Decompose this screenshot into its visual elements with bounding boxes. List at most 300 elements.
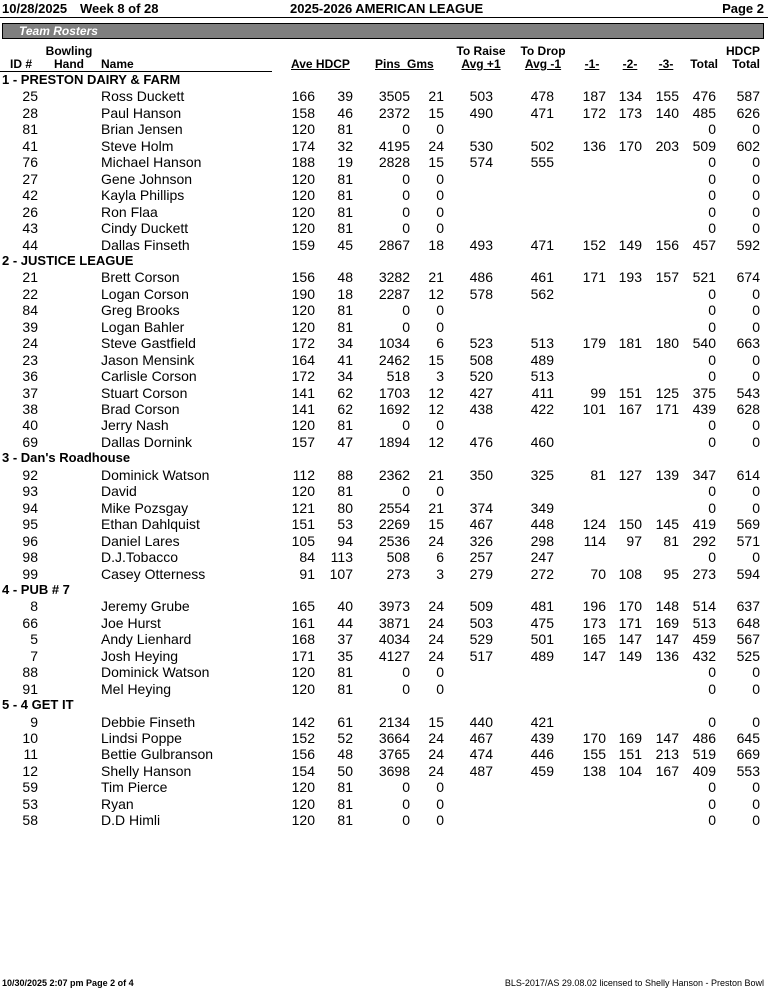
player-to-raise: 530 [469, 137, 493, 154]
player-game2: 149 [618, 236, 642, 253]
player-id: 39 [22, 318, 38, 335]
player-id: 92 [22, 466, 38, 483]
player-pins: 3664 [378, 730, 410, 746]
player-average: 120 [291, 187, 315, 204]
player-hdcp-total: 669 [736, 746, 760, 763]
player-row [0, 648, 768, 664]
player-games: 24 [428, 614, 444, 631]
player-game1: 81 [590, 466, 606, 483]
player-average: 120 [291, 680, 315, 697]
player-handicap: 32 [337, 137, 353, 154]
player-pins: 2372 [378, 104, 410, 121]
player-total: 0 [708, 549, 716, 566]
player-hdcp-total: 0 [752, 285, 760, 302]
player-name: Steve Holm [101, 137, 174, 154]
player-to-drop: 562 [530, 285, 554, 302]
player-games: 0 [436, 664, 444, 681]
player-games: 21 [428, 466, 444, 483]
player-id: 94 [22, 499, 38, 516]
player-game3: 169 [655, 614, 679, 631]
report-date: 10/28/2025 [2, 1, 68, 16]
player-id: 99 [22, 565, 38, 582]
player-id: 5 [30, 631, 38, 648]
player-games: 12 [428, 285, 444, 302]
player-handicap: 81 [337, 812, 353, 829]
team-header: 3 - Dan's Roadhouse [2, 450, 131, 466]
player-handicap: 81 [337, 417, 353, 434]
player-handicap: 81 [337, 680, 353, 697]
player-id: 25 [22, 88, 38, 105]
player-to-raise: 578 [469, 285, 493, 302]
player-pins: 2828 [378, 154, 410, 171]
player-game1: 155 [582, 746, 606, 763]
player-name: Kayla Phillips [101, 187, 185, 204]
player-row [0, 138, 768, 154]
player-handicap: 81 [337, 220, 353, 237]
player-handicap: 81 [337, 664, 353, 681]
player-id: 93 [22, 483, 38, 500]
player-pins: 518 [386, 368, 410, 385]
player-hdcp-total: 0 [752, 713, 760, 730]
player-game1: 173 [582, 614, 606, 631]
player-pins: 3871 [378, 614, 410, 631]
player-average: 120 [291, 483, 315, 500]
player-handicap: 34 [337, 335, 353, 352]
player-row [0, 269, 768, 285]
player-games: 12 [428, 384, 444, 401]
player-to-drop: 247 [530, 549, 554, 566]
player-total: 0 [708, 499, 716, 516]
player-handicap: 37 [337, 631, 353, 648]
player-game1: 152 [582, 236, 606, 253]
player-games: 15 [428, 351, 444, 368]
player-handicap: 35 [337, 647, 353, 664]
player-hdcp-total: 571 [736, 532, 760, 549]
player-id: 22 [22, 285, 38, 302]
player-pins: 3973 [378, 598, 410, 615]
player-handicap: 45 [337, 236, 353, 253]
player-game2: 134 [618, 88, 642, 105]
player-id: 24 [22, 335, 38, 352]
player-games: 24 [428, 598, 444, 615]
player-hdcp-total: 0 [752, 812, 760, 829]
player-to-raise: 574 [469, 154, 493, 171]
player-name: Michael Hanson [101, 154, 202, 171]
col-name: Name [101, 57, 134, 71]
week-label: Week 8 of 28 [80, 1, 159, 16]
player-game2: 149 [618, 647, 642, 664]
player-pins: 2554 [378, 499, 410, 516]
col-hdcp: HDCP [725, 44, 760, 58]
col-to-drop-sub: Avg -1 [524, 57, 562, 71]
player-games: 12 [428, 401, 444, 417]
player-row [0, 352, 768, 368]
player-to-raise: 257 [469, 549, 493, 566]
player-total: 292 [692, 532, 716, 549]
player-id: 38 [22, 401, 38, 417]
player-id: 41 [22, 137, 38, 154]
player-name: Ethan Dahlquist [101, 516, 200, 533]
player-to-drop: 555 [530, 154, 554, 171]
player-to-drop: 513 [530, 335, 554, 352]
player-average: 190 [291, 285, 315, 302]
player-game1: 99 [590, 384, 606, 401]
player-total: 439 [692, 401, 716, 417]
player-row [0, 171, 768, 187]
player-to-drop: 421 [530, 713, 554, 730]
player-id: 88 [22, 664, 38, 681]
player-pins: 273 [386, 565, 410, 582]
player-name: D.J.Tobacco [101, 549, 179, 566]
player-games: 24 [428, 532, 444, 549]
player-total: 0 [708, 483, 716, 500]
player-pins: 3765 [378, 746, 410, 763]
player-hdcp-total: 0 [752, 680, 760, 697]
player-average: 172 [291, 335, 315, 352]
player-games: 12 [428, 433, 444, 450]
col-hdcp-total: Total [732, 57, 760, 71]
player-id: 40 [22, 417, 38, 434]
player-total: 347 [692, 466, 716, 483]
player-average: 120 [291, 318, 315, 335]
player-row [0, 714, 768, 730]
player-game1: 187 [582, 88, 606, 105]
player-id: 9 [30, 713, 38, 730]
player-to-raise: 427 [469, 384, 493, 401]
player-game2: 169 [618, 730, 642, 746]
footer-license: BLS-2017/AS 29.08.02 licensed to Shelly Hanson - Preston Bowl [504, 978, 764, 988]
player-row [0, 154, 768, 170]
player-pins: 0 [402, 121, 410, 138]
player-game1: 136 [582, 137, 606, 154]
player-id: 8 [30, 598, 38, 615]
player-total: 0 [708, 680, 716, 697]
player-row [0, 730, 768, 746]
player-hdcp-total: 0 [752, 779, 760, 796]
player-name: Jason Mensink [101, 351, 195, 368]
player-id: 36 [22, 368, 38, 385]
player-id: 95 [22, 516, 38, 533]
team-header: 5 - 4 GET IT [2, 697, 74, 713]
player-hdcp-total: 594 [736, 565, 760, 582]
team-header: 4 - PUB # 7 [2, 581, 70, 597]
player-handicap: 81 [337, 318, 353, 335]
player-to-raise: 467 [469, 730, 493, 746]
section-title: Team Rosters [19, 24, 98, 38]
player-hdcp-total: 0 [752, 121, 760, 138]
player-to-raise: 487 [469, 762, 493, 779]
player-handicap: 40 [337, 598, 353, 615]
player-id: 84 [22, 302, 38, 319]
player-game3: 213 [655, 746, 679, 763]
player-game1: 171 [582, 269, 606, 286]
player-total: 519 [692, 746, 716, 763]
page-number: Page 2 [722, 1, 764, 16]
player-to-drop: 411 [531, 384, 554, 401]
player-handicap: 113 [330, 549, 353, 566]
player-game2: 170 [618, 137, 642, 154]
player-handicap: 81 [337, 121, 353, 138]
player-game2: 181 [618, 335, 642, 352]
player-pins: 0 [402, 680, 410, 697]
player-to-drop: 446 [530, 746, 554, 763]
player-to-raise: 326 [469, 532, 493, 549]
player-game3: 147 [655, 730, 679, 746]
player-id: 43 [22, 220, 38, 237]
player-name: Daniel Lares [101, 532, 180, 549]
player-hdcp-total: 0 [752, 318, 760, 335]
player-id: 69 [22, 433, 38, 450]
player-average: 158 [291, 104, 315, 121]
player-average: 154 [291, 762, 315, 779]
player-game2: 151 [618, 384, 642, 401]
player-total: 476 [692, 88, 716, 105]
player-average: 156 [291, 269, 315, 286]
player-id: 91 [22, 680, 38, 697]
player-average: 121 [291, 499, 315, 516]
player-row [0, 779, 768, 795]
player-handicap: 81 [337, 170, 353, 187]
player-average: 156 [291, 746, 315, 763]
player-total: 0 [708, 318, 716, 335]
team-header: 2 - JUSTICE LEAGUE [2, 252, 134, 268]
player-to-raise: 523 [469, 335, 493, 352]
player-hdcp-total: 587 [736, 88, 760, 105]
player-average: 120 [291, 121, 315, 138]
player-total: 0 [708, 368, 716, 385]
player-hdcp-total: 0 [752, 368, 760, 385]
player-to-raise: 476 [469, 433, 493, 450]
player-game1: 147 [582, 647, 606, 664]
player-total: 0 [708, 170, 716, 187]
player-to-raise: 474 [469, 746, 493, 763]
player-hdcp-total: 674 [736, 269, 760, 286]
player-game1: 138 [582, 762, 606, 779]
player-to-drop: 325 [530, 466, 554, 483]
player-row [0, 368, 768, 384]
player-name: Josh Heying [101, 647, 179, 664]
player-row [0, 533, 768, 549]
player-row [0, 335, 768, 351]
col-game3: -3- [658, 57, 674, 71]
player-games: 0 [436, 417, 444, 434]
player-total: 419 [692, 516, 716, 533]
player-games: 21 [428, 499, 444, 516]
player-total: 513 [692, 614, 716, 631]
player-name: Mike Pozsgay [101, 499, 189, 516]
player-name: Andy Lienhard [101, 631, 192, 648]
player-id: 11 [23, 746, 38, 763]
player-pins: 2134 [378, 713, 410, 730]
player-row [0, 88, 768, 104]
player-row [0, 681, 768, 697]
player-name: Dominick Watson [101, 466, 210, 483]
player-row [0, 516, 768, 532]
player-games: 0 [436, 121, 444, 138]
player-game2: 108 [618, 565, 642, 582]
player-game1: 165 [582, 631, 606, 648]
player-game2: 167 [618, 401, 642, 417]
col-to-drop: To Drop [520, 44, 566, 58]
player-total: 0 [708, 812, 716, 829]
player-average: 120 [291, 779, 315, 796]
player-game3: 203 [655, 137, 679, 154]
player-game3: 125 [655, 384, 679, 401]
player-games: 0 [436, 220, 444, 237]
player-id: 59 [22, 779, 38, 796]
player-hdcp-total: 567 [736, 631, 760, 648]
player-name: Casey Otterness [101, 565, 206, 582]
player-hdcp-total: 569 [736, 516, 760, 533]
player-hdcp-total: 0 [752, 220, 760, 237]
player-average: 171 [291, 647, 315, 664]
player-handicap: 50 [337, 762, 353, 779]
player-to-drop: 272 [530, 565, 554, 582]
player-total: 432 [692, 647, 716, 664]
player-total: 0 [708, 779, 716, 796]
player-pins: 2462 [378, 351, 410, 368]
player-name: Ryan [101, 795, 134, 812]
player-id: 23 [22, 351, 38, 368]
player-name: Brad Corson [101, 401, 180, 417]
player-total: 375 [692, 384, 716, 401]
player-game3: 147 [655, 631, 679, 648]
player-row [0, 434, 768, 450]
player-pins: 2867 [378, 236, 410, 253]
player-id: 58 [22, 812, 38, 829]
player-game1: 172 [582, 104, 606, 121]
player-games: 15 [428, 154, 444, 171]
player-pins: 4034 [378, 631, 410, 648]
player-game3: 81 [663, 532, 679, 549]
player-handicap: 48 [337, 746, 353, 763]
player-name: Carlisle Corson [101, 368, 197, 385]
player-row [0, 812, 768, 828]
player-average: 120 [291, 417, 315, 434]
player-id: 27 [22, 170, 38, 187]
player-row [0, 220, 768, 236]
player-game2: 151 [618, 746, 642, 763]
player-games: 0 [436, 318, 444, 335]
player-average: 174 [291, 137, 315, 154]
player-hdcp-total: 602 [736, 137, 760, 154]
player-name: D.D Himli [101, 812, 161, 829]
player-handicap: 94 [337, 532, 353, 549]
player-pins: 3505 [378, 88, 410, 105]
player-row [0, 302, 768, 318]
player-game1: 179 [582, 335, 606, 352]
player-to-drop: 481 [530, 598, 554, 615]
player-handicap: 18 [337, 285, 353, 302]
player-handicap: 88 [337, 466, 353, 483]
player-to-raise: 490 [469, 104, 493, 121]
player-game2: 170 [618, 598, 642, 615]
player-game2: 127 [618, 466, 642, 483]
player-average: 157 [291, 433, 315, 450]
player-row [0, 746, 768, 762]
player-average: 141 [291, 384, 315, 401]
player-id: 28 [22, 104, 38, 121]
player-total: 0 [708, 664, 716, 681]
player-id: 96 [22, 532, 38, 549]
player-row [0, 566, 768, 582]
player-handicap: 62 [337, 384, 353, 401]
player-total: 0 [708, 203, 716, 220]
player-total: 0 [708, 795, 716, 812]
player-to-raise: 503 [469, 614, 493, 631]
player-hdcp-total: 543 [736, 384, 760, 401]
player-total: 514 [692, 598, 716, 615]
player-games: 0 [436, 812, 444, 829]
player-hdcp-total: 0 [752, 499, 760, 516]
player-handicap: 39 [337, 88, 353, 105]
player-id: 44 [22, 236, 38, 253]
player-pins: 0 [402, 187, 410, 204]
player-total: 457 [692, 236, 716, 253]
player-to-drop: 448 [530, 516, 554, 533]
player-to-drop: 422 [530, 401, 554, 417]
player-row [0, 467, 768, 483]
player-to-raise: 520 [469, 368, 493, 385]
player-total: 0 [708, 351, 716, 368]
player-games: 15 [428, 104, 444, 121]
player-handicap: 19 [337, 154, 353, 171]
col-to-raise: To Raise [456, 44, 506, 58]
player-hdcp-total: 592 [736, 236, 760, 253]
player-id: 66 [22, 614, 38, 631]
player-average: 168 [291, 631, 315, 648]
player-handicap: 81 [337, 483, 353, 500]
col-id: ID # [10, 57, 33, 71]
player-to-drop: 475 [530, 614, 554, 631]
player-games: 24 [428, 631, 444, 648]
player-handicap: 48 [337, 269, 353, 286]
player-row [0, 401, 768, 417]
player-average: 120 [291, 220, 315, 237]
player-pins: 0 [402, 203, 410, 220]
player-pins: 0 [402, 795, 410, 812]
player-pins: 0 [402, 483, 410, 500]
player-hdcp-total: 0 [752, 433, 760, 450]
player-pins: 2287 [378, 285, 410, 302]
player-pins: 0 [402, 779, 410, 796]
col-total: Total [690, 57, 718, 71]
player-games: 21 [428, 88, 444, 105]
player-pins: 4127 [378, 647, 410, 664]
player-pins: 2362 [378, 466, 410, 483]
player-to-drop: 298 [530, 532, 554, 549]
player-to-drop: 471 [530, 236, 554, 253]
player-to-drop: 439 [530, 730, 554, 746]
player-to-raise: 508 [469, 351, 493, 368]
player-id: 21 [22, 269, 38, 286]
player-game2: 97 [626, 532, 642, 549]
col-pins-gms: Pins Gms [375, 57, 434, 71]
player-hdcp-total: 0 [752, 187, 760, 204]
player-pins: 1703 [378, 384, 410, 401]
player-games: 24 [428, 762, 444, 779]
player-total: 0 [708, 187, 716, 204]
player-row [0, 763, 768, 779]
player-name: Steve Gastfield [101, 335, 196, 352]
player-hdcp-total: 553 [736, 762, 760, 779]
player-total: 509 [692, 137, 716, 154]
player-handicap: 46 [337, 104, 353, 121]
player-average: 141 [291, 401, 315, 417]
player-to-drop: 460 [530, 433, 554, 450]
player-game1: 114 [583, 532, 606, 549]
player-pins: 1894 [378, 433, 410, 450]
